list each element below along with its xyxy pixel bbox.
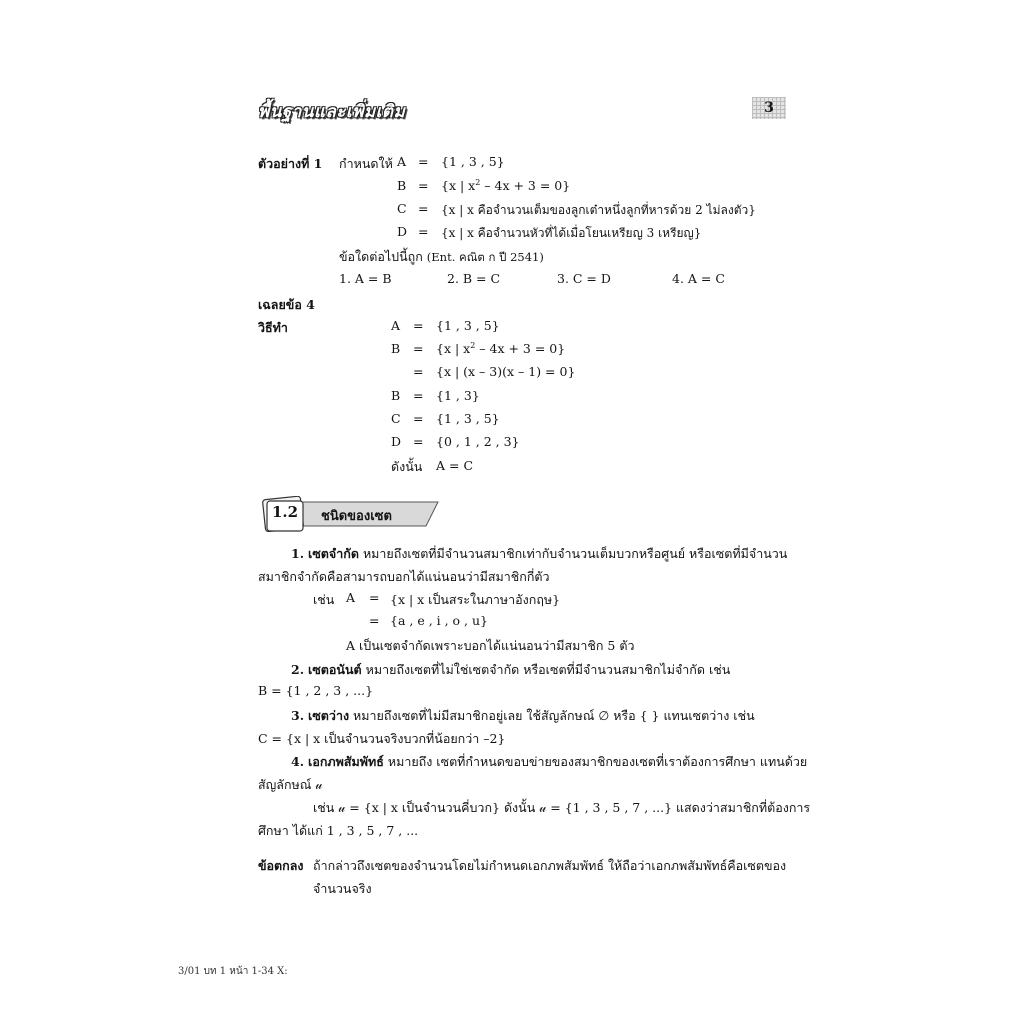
example-var: A [346, 590, 356, 605]
answer-label: เฉลยข้อ 4 [258, 297, 315, 312]
agreement-line1: ถ้ากล่าวถึงเซตของจำนวนโดยไม่กำหนดเอกภพสัมพัทธ์ ให้ถือว่าเอกภพสัมพัทธ์คือเซตของ [313, 858, 787, 873]
item-text: หมายถึง เซตที่กำหนดขอบข่ายของสมาชิกของเซตที่เราต้องการศึกษา แทนด้วย [387, 754, 808, 769]
example-set-1: {x | x เป็นสระในภาษาอังกฤษ} [390, 592, 561, 607]
item-1-line2: สมาชิกจำกัดคือสามารถบอกได้แน่นอนว่ามีสมาชิกกี่ตัว [258, 569, 550, 584]
def-set-tail: – 4x + 3 = 0} [480, 178, 571, 194]
example-label: ตัวอย่างที่ 1 [258, 156, 323, 171]
example-eq: = [369, 590, 380, 605]
conclusion-word: ดังนั้น [391, 459, 423, 474]
question-text: ข้อใดต่อไปนี้ถูก [339, 249, 423, 264]
step-var: A [391, 318, 401, 333]
step-set: {0 , 1 , 2 , 3} [436, 434, 520, 449]
item-number: 3. [291, 708, 305, 723]
item-4-line2: สัญลักษณ์ 𝓊 [258, 777, 323, 792]
def-var: B [397, 178, 407, 193]
item-number: 1. [291, 546, 305, 561]
example-set-2: {a , e , i , o , u} [390, 613, 489, 628]
def-eq: = [418, 154, 429, 169]
step-var: C [391, 411, 401, 426]
agreement-label: ข้อตกลง [258, 858, 304, 873]
step-set-head: {x | x [436, 341, 471, 357]
example-word: เช่น [313, 592, 335, 607]
def-set-head: {x | x [441, 178, 476, 194]
step-set [436, 341, 565, 356]
item-4-line [291, 752, 807, 772]
item-term: เอกภพสัมพัทธ์ [308, 754, 384, 769]
step-var: D [391, 434, 402, 449]
choice-1: 1. A = B [339, 271, 392, 286]
def-var: C [397, 201, 407, 216]
step-eq: = [413, 434, 424, 449]
def-set: {x | x คือจำนวนเต็มของลูกเต๋าหนึ่งลูกที่หารด้วย 2 ไม่ลงตัว} [441, 203, 756, 217]
item-text: หมายถึงเซตที่ไม่ใช่เซตจำกัด หรือเซตที่มีจำนวนสมาชิกไม่จำกัด เช่น [365, 662, 731, 677]
def-eq: = [418, 178, 429, 193]
question [339, 247, 544, 267]
header-title: พื้นฐานและเพิ่มเติม [258, 102, 406, 122]
step-var: B [391, 388, 401, 403]
section-number: 1.2 [272, 503, 299, 521]
item-text: หมายถึงเซตที่ไม่มีสมาชิกอยู่เลย ใช้สัญลักษณ์ ∅ หรือ { } แทนเซตว่าง เช่น [353, 708, 755, 723]
def-eq: = [418, 201, 429, 216]
example-eq: = [369, 613, 380, 628]
item-term: เซตจำกัด [308, 546, 359, 561]
question-source: (Ent. คณิต ก ปี 2541) [426, 250, 544, 264]
example-intro: กำหนดให้ [339, 156, 393, 171]
item-number: 4. [291, 754, 305, 769]
item-1-line [291, 544, 787, 564]
item-2-line [291, 660, 730, 680]
step-set: {1 , 3 , 5} [436, 411, 500, 426]
step-set-tail: – 4x + 3 = 0} [475, 341, 566, 357]
def-set: {1 , 3 , 5} [441, 154, 505, 169]
def-set [441, 178, 570, 193]
item-number: 2. [291, 662, 305, 677]
item-term: เซตอนันต์ [308, 662, 362, 677]
choice-4: 4. A = C [672, 271, 725, 286]
def-var: A [397, 154, 407, 169]
step-eq: = [413, 364, 424, 379]
step-eq: = [413, 318, 424, 333]
def-var: D [397, 224, 408, 239]
def-set: {x | x คือจำนวนหัวที่ได้เมื่อโยนเหรียญ 3 เหรียญ} [441, 226, 702, 240]
step-eq: = [413, 411, 424, 426]
choice-3: 3. C = D [557, 271, 611, 286]
step-var: B [391, 341, 401, 356]
item-term: เซตว่าง [308, 708, 350, 723]
item-text: หมายถึงเซตที่มีจำนวนสมาชิกเท่ากับจำนวนเต็มบวกหรือศูนย์ หรือเซตที่มีจำนวน [362, 546, 788, 561]
example-note: A เป็นเซตจำกัดเพราะบอกได้แน่นอนว่ามีสมาชิก 5 ตัว [346, 638, 635, 653]
item-2-line2: B = {1 , 2 , 3 , ...} [258, 683, 374, 698]
conclusion: A = C [436, 458, 474, 473]
agreement-line2: จำนวนจริง [313, 881, 372, 896]
page-number: 3 [752, 97, 786, 119]
item-3-line2: C = {x | x เป็นจำนวนจริงบวกที่น้อยกว่า –2} [258, 731, 506, 746]
step-set: {x | (x – 3)(x – 1) = 0} [436, 364, 576, 379]
item-4-line4: ศึกษา ได้แก่ 1 , 3 , 5 , 7 , ... [258, 823, 419, 838]
step-set: {1 , 3} [436, 388, 480, 403]
step-set: {1 , 3 , 5} [436, 318, 500, 333]
item-3-line [291, 706, 755, 726]
exponent: 2 [475, 178, 481, 187]
solution-label: วิธีทำ [258, 320, 288, 335]
section-title: ชนิดของเซต [321, 509, 392, 524]
choice-2: 2. B = C [447, 271, 501, 286]
step-eq: = [413, 388, 424, 403]
step-eq: = [413, 341, 424, 356]
exponent: 2 [470, 341, 476, 350]
footer-text: 3/01 บท 1 หน้า 1-34 X: [178, 966, 288, 977]
item-4-line3: เช่น 𝓊 = {x | x เป็นจำนวนคี่บวก} ดังนั้น 𝓊 = {1 , 3 , 5 , 7 , ...} แสดงว่าสมาชิกที่ต้องการ [313, 800, 811, 815]
def-eq: = [418, 224, 429, 239]
